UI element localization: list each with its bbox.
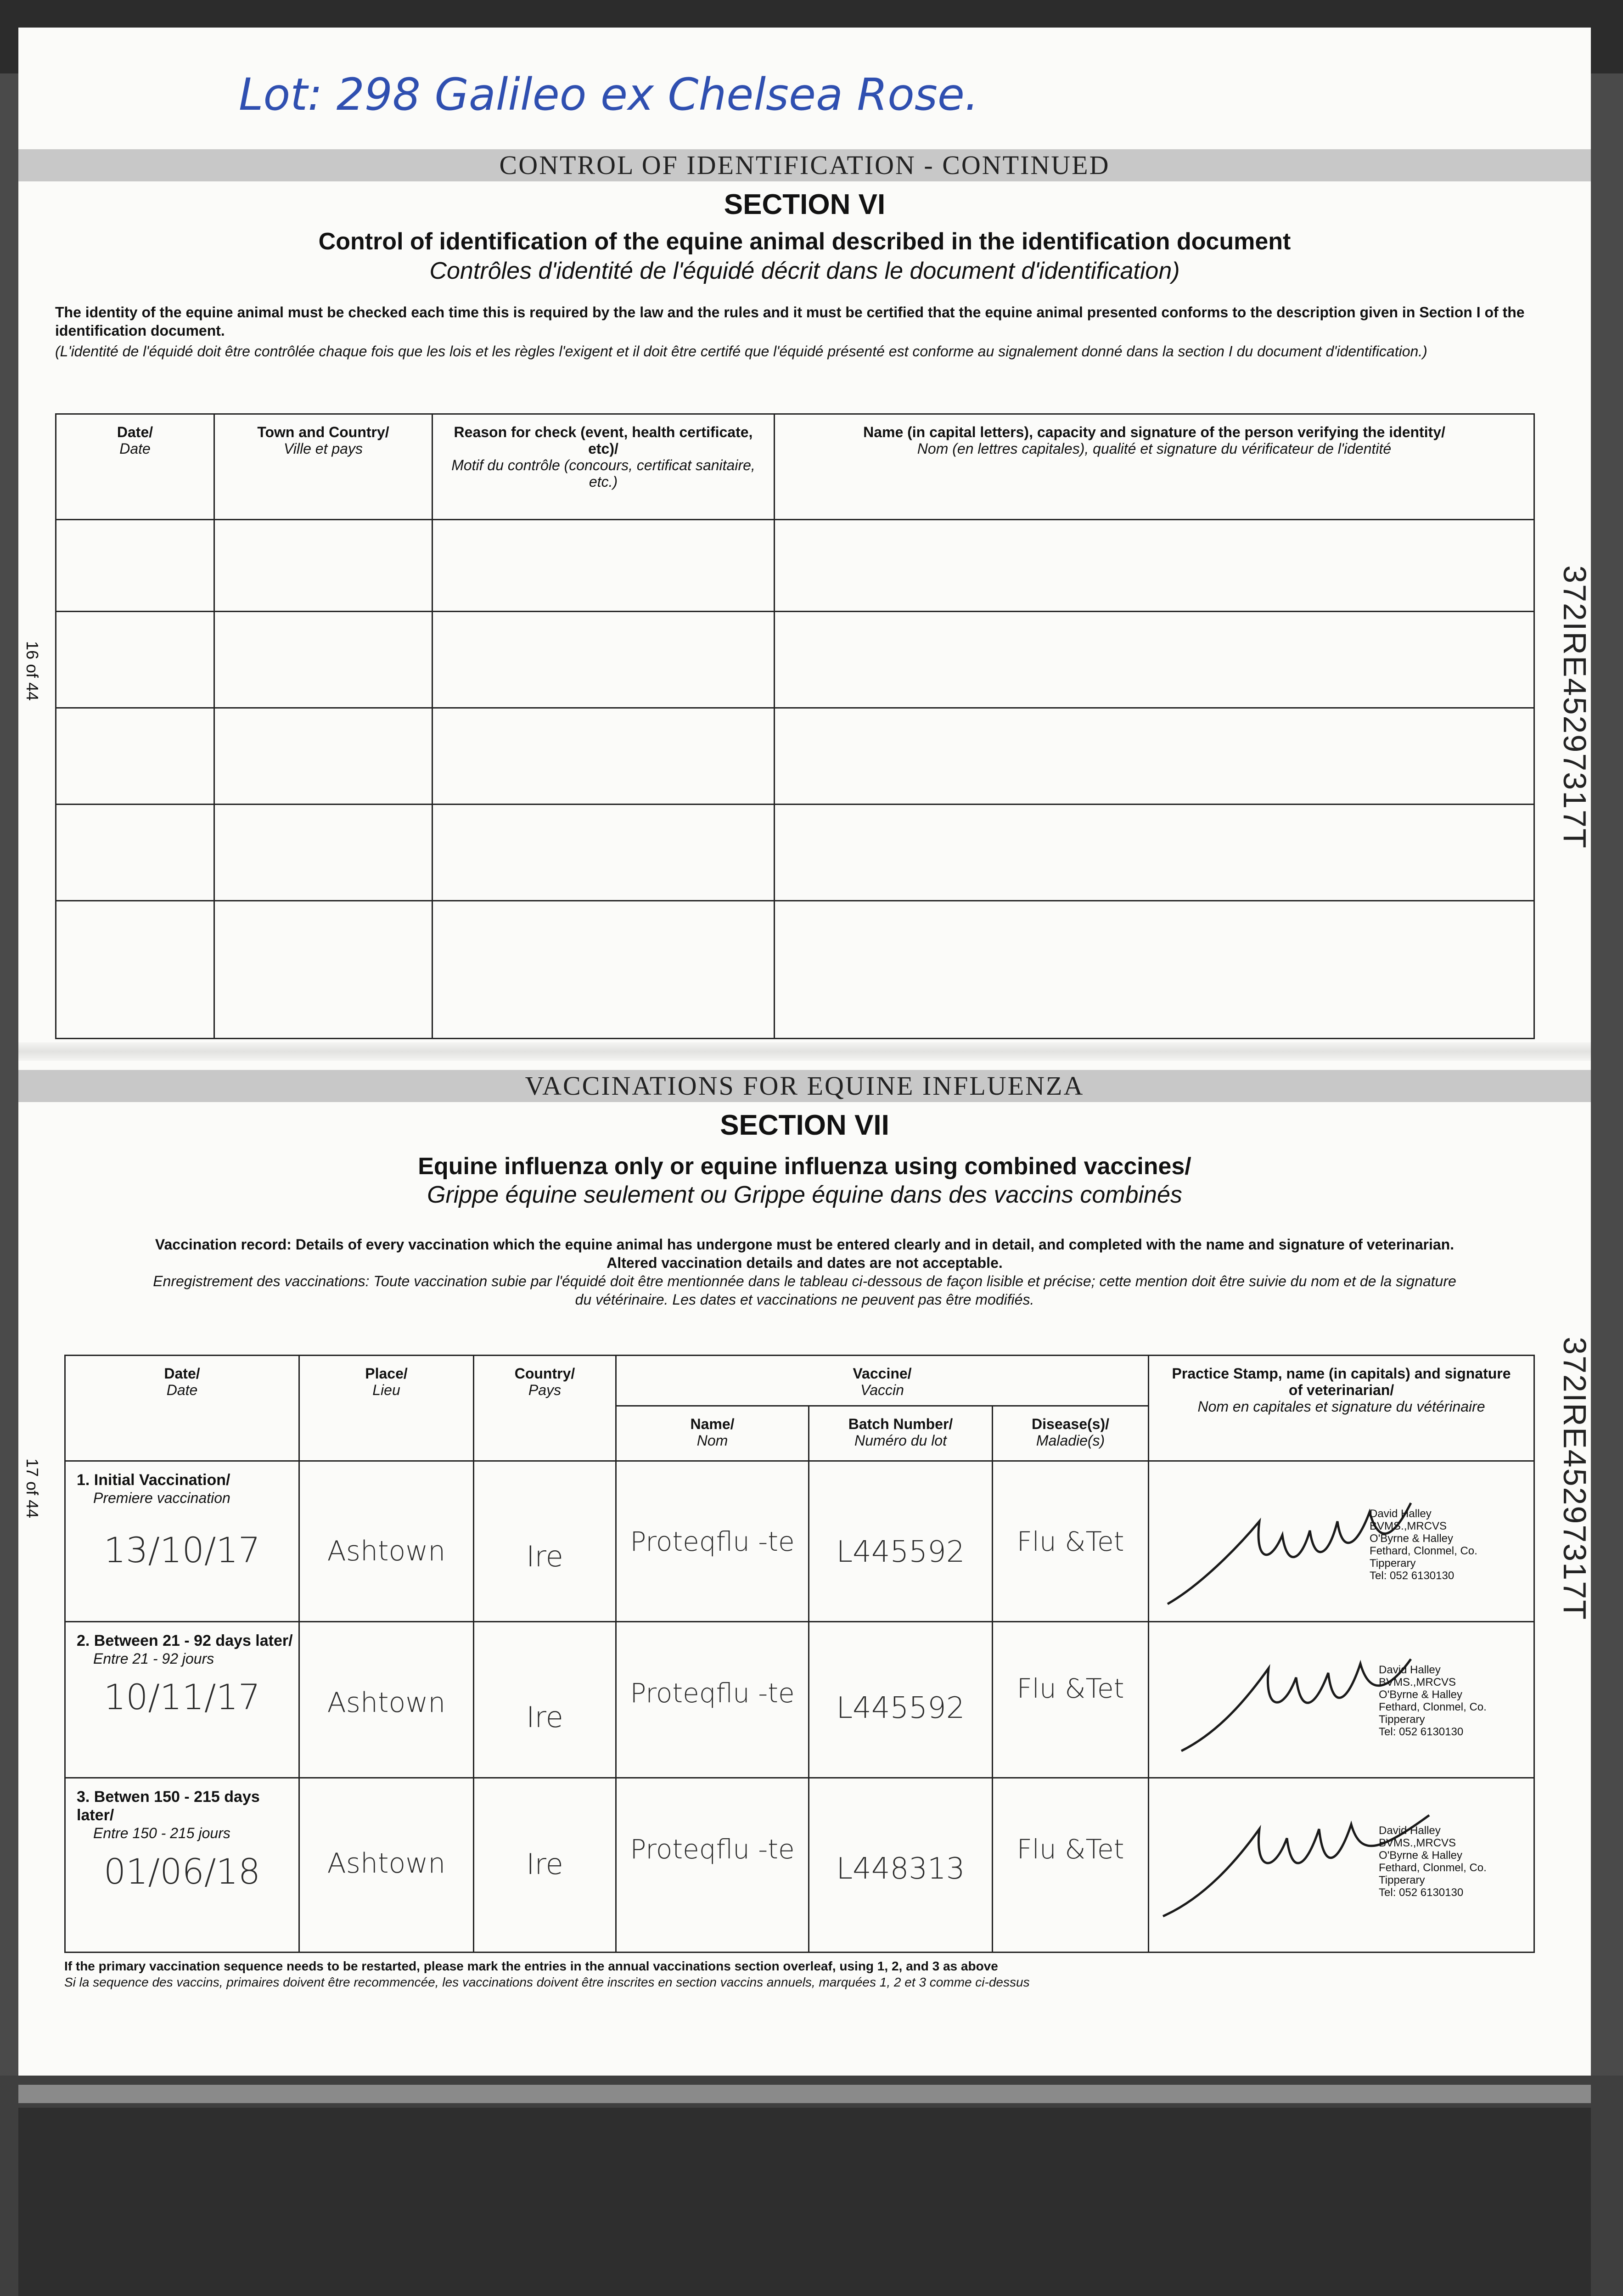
section7-intro-fr-2: du vétérinaire. Les dates et vaccinations ne peuvent pas être modifiés. <box>575 1291 1034 1308</box>
section7-heading-en: Equine influenza only or equine influenza using combined vaccines/ <box>418 1153 1191 1180</box>
col-place-header: Place/ Lieu <box>299 1356 474 1461</box>
batch-cell: L448313 <box>809 1778 993 1953</box>
col-vaccine-name-header: Name/ Nom <box>616 1406 809 1461</box>
disease-cell: Flu &Tet <box>993 1622 1149 1778</box>
country-cell: Ire <box>474 1622 616 1778</box>
passport-number-side: 372IRE45297317T <box>1557 565 1593 849</box>
vaccine-name-cell: Proteqflu -te <box>616 1778 809 1953</box>
section6-heading-en: Control of identification of the equine animal described in the identification document <box>318 228 1291 255</box>
page-number-17: 17 of 44 <box>23 1458 42 1519</box>
vaccine-name-cell: Proteqflu -te <box>616 1461 809 1622</box>
section7-title: SECTION VII <box>720 1109 889 1141</box>
practice-stamp: David Halley BVMS.,MRCVS O'Byrne & Halley Fethard, Clonmel, Co. Tipperary Tel: 052 6130130 <box>1379 1664 1487 1738</box>
batch-cell: L445592 <box>809 1461 993 1622</box>
practice-stamp: David Halley BVMS.,MRCVS O'Byrne & Halley Fethard, Clonmel, Co. Tipperary Tel: 052 6130130 <box>1370 1508 1477 1582</box>
table-row <box>56 612 1534 708</box>
handwritten-date: 01/06/18 <box>103 1851 261 1892</box>
handwritten-lot-note: Lot: 298 Galileo ex Chelsea Rose. <box>239 69 979 120</box>
disease-cell: Flu &Tet <box>993 1778 1149 1953</box>
table-row <box>56 708 1534 805</box>
col-country-header: Country/ Pays <box>474 1356 616 1461</box>
row-label: 1. Initial Vaccination/ Premiere vaccination 13/10/17 <box>65 1461 299 1622</box>
practice-stamp: David Halley BVMS.,MRCVS O'Byrne & Halley Fethard, Clonmel, Co. Tipperary Tel: 052 6130130 <box>1379 1824 1487 1899</box>
section6-intro-en: The identity of the equine animal must be checked each time this is required by the law and the rules and it must be certified that the equine animal presented conforms to the description given in Section I of the identification document. <box>55 304 1525 339</box>
footnote-fr: Si la sequence des vaccins, primaires doivent être recommencée, les vaccinations doivent être inscrites en section vaccins annuels, marquées 1, 2 et 3 comme ci-dessus <box>64 1975 1030 1989</box>
stamp-cell <box>1149 1461 1534 1622</box>
col-stamp-header: Practice Stamp, name (in capitals) and signature of veterinarian/ Nom en capitales et signature du vétérinaire <box>1149 1356 1534 1461</box>
section7-intro-en-2: Altered vaccination details and dates are not acceptable. <box>607 1255 1003 1271</box>
footnote-en: If the primary vaccination sequence needs to be restarted, please mark the entries in the annual vaccinations section overleaf, using 1, 2, and 3 as above <box>64 1959 998 1973</box>
section6-title: SECTION VI <box>724 189 886 220</box>
vaccination-header-row <box>65 1356 1534 1406</box>
section7-intro-en-1: Vaccination record: Details of every vaccination which the equine animal has undergone must be entered clearly and in detail, and completed with the name and signature of veterinarian. <box>155 1236 1455 1253</box>
vaccination-row-2 <box>65 1622 1534 1778</box>
page-fold <box>18 1042 1591 1061</box>
handwritten-date: 10/11/17 <box>103 1677 261 1717</box>
col-town-header: Town and Country/ Ville et pays <box>214 414 432 520</box>
section7-banner: VACCINATIONS FOR EQUINE INFLUENZA <box>18 1070 1591 1102</box>
table-row <box>56 901 1534 1039</box>
section6-intro-fr: (L'identité de l'équidé doit être contrôlée chaque fois que les lois et les règles l'exigent et il doit être certifé que l'équidé présenté est conforme au signalement donné dans la section I du document d'identification.) <box>55 343 1427 360</box>
passport-cover <box>18 2108 1591 2296</box>
table-row <box>56 520 1534 612</box>
page-edge-strip <box>18 2085 1591 2103</box>
identity-check-header-row <box>56 414 1534 520</box>
disease-cell: Flu &Tet <box>993 1461 1149 1622</box>
table-row <box>56 805 1534 901</box>
section7-heading-fr: Grippe équine seulement ou Grippe équine dans des vaccins combinés <box>427 1182 1182 1208</box>
stamp-cell <box>1149 1622 1534 1778</box>
batch-cell: L445592 <box>809 1622 993 1778</box>
col-verifier-header: Name (in capital letters), capacity and signature of the person verifying the identity/ Nom (en lettres capitales), qualité et signature du vérificateur de l'identité <box>775 414 1534 520</box>
col-disease-header: Disease(s)/ Maladie(s) <box>993 1406 1149 1461</box>
section7-intro-fr-1: Enregistrement des vaccinations: Toute vaccination subie par l'équidé doit être mentionnée dans le tableau ci-dessous de façon lisible et précise; cette mention doit être suivie du nom et de la signature <box>153 1273 1456 1289</box>
country-cell: Ire <box>474 1461 616 1622</box>
row-label: 3. Betwen 150 - 215 days later/ Entre 150 - 215 jours 01/06/18 <box>65 1778 299 1953</box>
col-date-header: Date/ Date <box>65 1356 299 1461</box>
col-date-header: Date/ Date <box>56 414 214 520</box>
col-reason-header: Reason for check (event, health certificate, etc)/ Motif du contrôle (concours, certificat sanitaire, etc.) <box>432 414 775 520</box>
place-cell: Ashtown <box>299 1622 474 1778</box>
passport-number-side: 372IRE45297317T <box>1557 1337 1593 1621</box>
country-cell: Ire <box>474 1778 616 1953</box>
place-cell: Ashtown <box>299 1778 474 1953</box>
col-vaccine-header: Vaccine/ Vaccin <box>616 1356 1149 1406</box>
identity-check-table <box>55 413 1535 1039</box>
vaccination-table <box>64 1355 1535 1953</box>
col-batch-header: Batch Number/ Numéro du lot <box>809 1406 993 1461</box>
vaccine-name-cell: Proteqflu -te <box>616 1622 809 1778</box>
section6-heading-fr: Contrôles d'identité de l'équidé décrit dans le document d'identification) <box>429 258 1180 284</box>
place-cell: Ashtown <box>299 1461 474 1622</box>
page-number-16: 16 of 44 <box>23 641 42 701</box>
row-label: 2. Between 21 - 92 days later/ Entre 21 - 92 jours 10/11/17 <box>65 1622 299 1778</box>
vaccination-row-3 <box>65 1778 1534 1953</box>
handwritten-date: 13/10/17 <box>103 1530 261 1570</box>
vaccination-row-1 <box>65 1461 1534 1622</box>
section6-banner: CONTROL OF IDENTIFICATION - CONTINUED <box>18 149 1591 181</box>
stamp-cell <box>1149 1778 1534 1953</box>
